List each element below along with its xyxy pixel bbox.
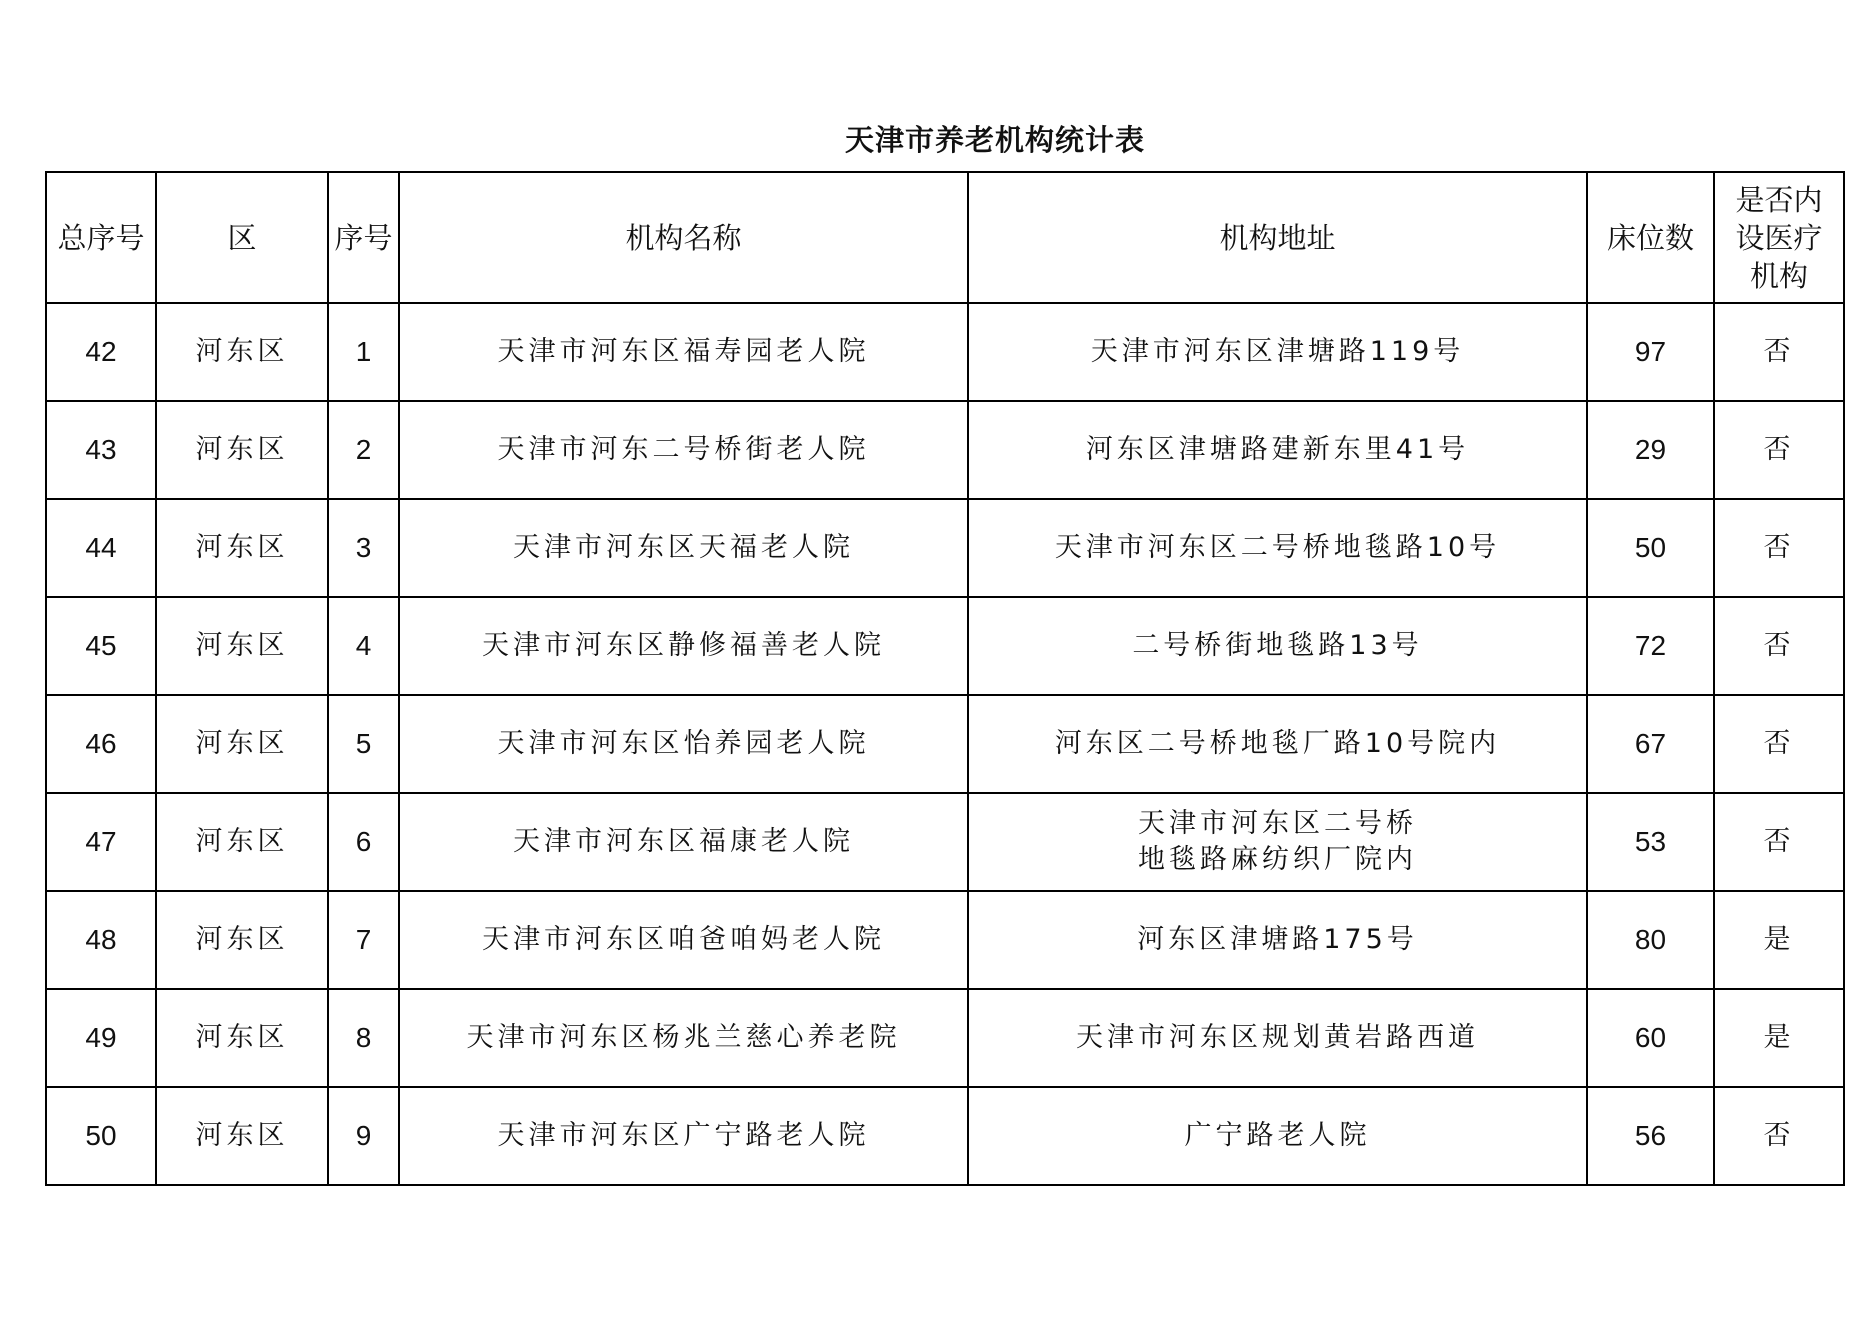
cell-beds: 56: [1587, 1087, 1714, 1185]
cell-beds: 72: [1587, 597, 1714, 695]
cell-no: 3: [328, 499, 399, 597]
cell-name: 天津市河东区天福老人院: [399, 499, 968, 597]
cell-beds: 53: [1587, 793, 1714, 891]
header-medical-line: 机构: [1749, 258, 1808, 293]
cell-no: 9: [328, 1087, 399, 1185]
cell-name: 天津市河东区咱爸咱妈老人院: [399, 891, 968, 989]
table-row: [46, 891, 1844, 989]
cell-district: 河东区: [156, 303, 328, 401]
cell-total-no: 48: [46, 891, 156, 989]
table-row: [46, 303, 1844, 401]
cell-name: 天津市河东区广宁路老人院: [399, 1087, 968, 1185]
cell-total-no: 45: [46, 597, 156, 695]
cell-no: 1: [328, 303, 399, 401]
cell-beds: 97: [1587, 303, 1714, 401]
cell-address: [968, 989, 1587, 1087]
cell-name: 天津市河东区静修福善老人院: [399, 597, 968, 695]
cell-medical: 否: [1714, 793, 1844, 891]
table-row: [46, 401, 1844, 499]
cell-no: 2: [328, 401, 399, 499]
cell-address: [968, 303, 1587, 401]
cell-no: 6: [328, 793, 399, 891]
cell-district: 河东区: [156, 499, 328, 597]
cell-total-no: 42: [46, 303, 156, 401]
cell-total-no: 50: [46, 1087, 156, 1185]
cell-district: 河东区: [156, 401, 328, 499]
cell-medical: 否: [1714, 597, 1844, 695]
cell-medical: 是: [1714, 989, 1844, 1087]
cell-beds: 50: [1587, 499, 1714, 597]
cell-beds: 29: [1587, 401, 1714, 499]
header-no: 序号: [328, 172, 399, 303]
cell-district: 河东区: [156, 989, 328, 1087]
cell-medical: 是: [1714, 891, 1844, 989]
header-district: 区: [156, 172, 328, 303]
cell-address: [968, 695, 1587, 793]
table-row: [46, 989, 1844, 1087]
cell-medical: 否: [1714, 695, 1844, 793]
address-line: 二号桥街地毯路13号: [1132, 630, 1423, 661]
cell-name: 天津市河东区福康老人院: [399, 793, 968, 891]
cell-address: [968, 1087, 1587, 1185]
address-line: 天津市河东区津塘路119号: [1090, 336, 1465, 367]
cell-no: 4: [328, 597, 399, 695]
cell-beds: 60: [1587, 989, 1714, 1087]
header-medical-line: 是否内: [1735, 182, 1823, 217]
address-line: 天津市河东区二号桥: [1138, 808, 1417, 839]
address-line: 天津市河东区二号桥地毯路10号: [1054, 532, 1501, 563]
cell-district: 河东区: [156, 695, 328, 793]
cell-total-no: 44: [46, 499, 156, 597]
address-line: 地毯路麻纺织厂院内: [1138, 844, 1417, 875]
table-row: [46, 499, 1844, 597]
cell-medical: 否: [1714, 401, 1844, 499]
cell-no: 8: [328, 989, 399, 1087]
cell-total-no: 46: [46, 695, 156, 793]
cell-beds: 80: [1587, 891, 1714, 989]
table-row: [46, 695, 1844, 793]
cell-name: 天津市河东区福寿园老人院: [399, 303, 968, 401]
address-line: 河东区津塘路175号: [1137, 924, 1418, 955]
cell-address: [968, 891, 1587, 989]
address-line: 天津市河东区规划黄岩路西道: [1076, 1022, 1479, 1053]
table-row: [46, 1087, 1844, 1185]
header-address: 机构地址: [968, 172, 1587, 303]
elderly-care-institutions-table: [45, 171, 1845, 1186]
header-row: [46, 172, 1844, 303]
cell-no: 5: [328, 695, 399, 793]
header-name: 机构名称: [399, 172, 968, 303]
cell-district: 河东区: [156, 891, 328, 989]
cell-district: 河东区: [156, 1087, 328, 1185]
cell-address: [968, 793, 1587, 891]
cell-district: 河东区: [156, 793, 328, 891]
cell-no: 7: [328, 891, 399, 989]
cell-name: 天津市河东区杨兆兰慈心养老院: [399, 989, 968, 1087]
header-beds: 床位数: [1587, 172, 1714, 303]
cell-total-no: 43: [46, 401, 156, 499]
cell-address: [968, 597, 1587, 695]
header-medical: [1714, 172, 1844, 303]
header-total-no: 总序号: [46, 172, 156, 303]
cell-address: [968, 401, 1587, 499]
header-medical-line: 设医疗: [1735, 220, 1823, 255]
cell-beds: 67: [1587, 695, 1714, 793]
table-row: [46, 793, 1844, 891]
document-title: 天津市养老机构统计表: [844, 123, 1145, 157]
cell-medical: 否: [1714, 1087, 1844, 1185]
cell-district: 河东区: [156, 597, 328, 695]
cell-name: 天津市河东区怡养园老人院: [399, 695, 968, 793]
cell-medical: 否: [1714, 499, 1844, 597]
cell-address: [968, 499, 1587, 597]
address-line: 河东区津塘路建新东里41号: [1085, 434, 1470, 465]
cell-medical: 否: [1714, 303, 1844, 401]
table-row: [46, 597, 1844, 695]
address-line: 河东区二号桥地毯厂路10号院内: [1054, 728, 1501, 759]
cell-total-no: 49: [46, 989, 156, 1087]
cell-total-no: 47: [46, 793, 156, 891]
address-line: 广宁路老人院: [1184, 1120, 1371, 1151]
cell-name: 天津市河东二号桥街老人院: [399, 401, 968, 499]
